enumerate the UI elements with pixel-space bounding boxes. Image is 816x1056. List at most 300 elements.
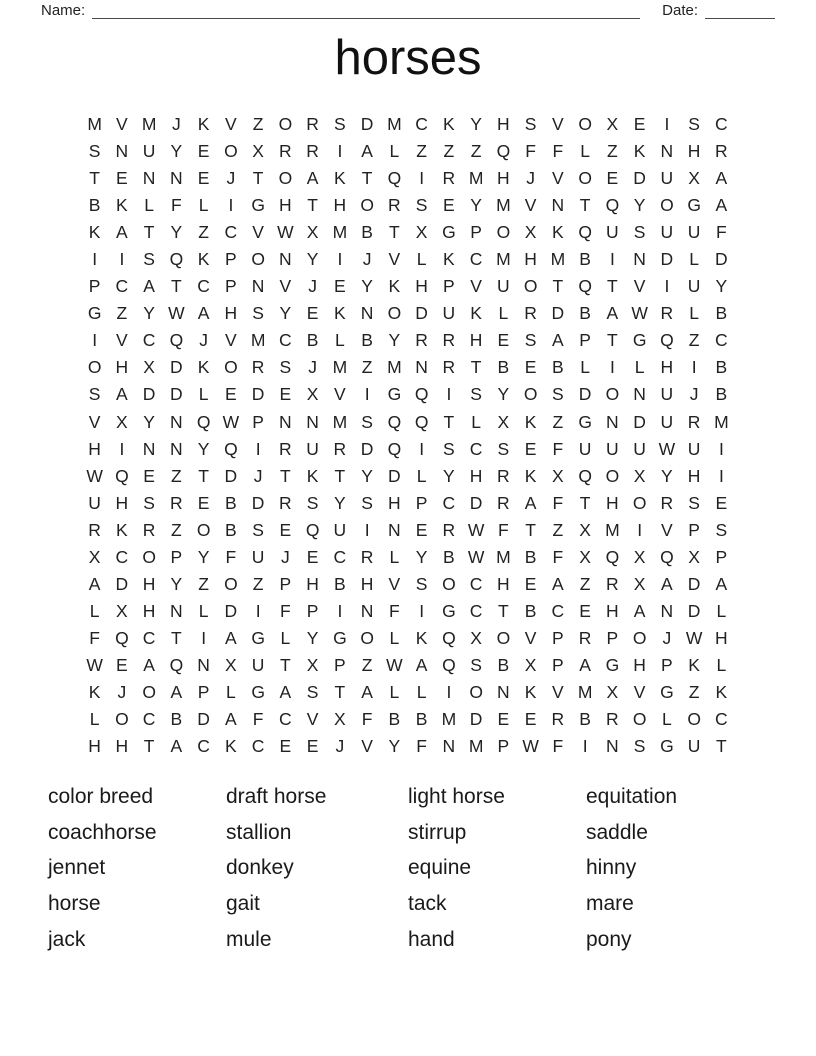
grid-letter: H (606, 492, 619, 513)
grid-letter: S (143, 492, 155, 513)
grid-letter: E (334, 276, 346, 297)
grid-letter: E (306, 303, 319, 324)
grid-letter: U (251, 654, 265, 675)
grid-letter: I (337, 141, 343, 162)
grid-letter: F (552, 141, 564, 162)
grid-letter: Q (578, 465, 592, 486)
grid-letter: V (552, 682, 564, 702)
grid-letter: F (361, 709, 373, 730)
grid-letter: M (605, 519, 620, 540)
grid-letter: X (579, 519, 591, 540)
grid-letter: J (199, 330, 208, 351)
grid-letter: J (281, 546, 290, 567)
grid-letter: P (579, 330, 591, 351)
grid-letter: R (88, 519, 101, 540)
grid-letter: I (119, 249, 125, 270)
grid-letter: H (142, 573, 156, 594)
grid-letter: G (251, 627, 265, 648)
grid-letter: S (470, 384, 482, 405)
grid-letter: D (388, 465, 401, 486)
grid-letter: A (552, 330, 564, 351)
grid-letter: T (607, 330, 618, 351)
grid-letter: C (333, 546, 347, 567)
grid-letter: N (279, 411, 292, 432)
grid-letter: D (578, 384, 592, 405)
grid-letter: F (389, 600, 400, 621)
grid-letter: H (224, 303, 238, 324)
grid-letter: T (89, 168, 100, 189)
word-list-item: mule (226, 927, 272, 951)
grid-letter: S (88, 141, 101, 162)
grid-letter: M (496, 195, 511, 216)
grid-letter: T (525, 519, 536, 540)
grid-letter: T (307, 195, 318, 216)
grid-letter: C (469, 573, 483, 594)
grid-letter: F (89, 627, 100, 648)
word-list-item: jennet (48, 856, 106, 880)
grid-letter: P (443, 276, 455, 297)
grid-letter: R (660, 492, 674, 513)
grid-letter: Q (196, 411, 211, 432)
grid-letter: T (252, 168, 264, 189)
grid-letter: C (442, 492, 456, 513)
grid-letter: A (306, 168, 319, 189)
grid-letter: S (470, 654, 482, 675)
grid-letter: M (577, 682, 593, 702)
grid-letter: U (442, 303, 456, 324)
grid-letter: C (279, 709, 292, 730)
grid-letter: F (498, 519, 509, 540)
grid-letter: G (442, 222, 456, 243)
grid-letter: X (143, 357, 155, 378)
grid-letter: I (446, 384, 452, 405)
grid-letter: O (87, 357, 102, 378)
grid-letter: L (498, 303, 509, 324)
grid-letter: T (334, 465, 346, 486)
grid-letter: P (715, 546, 728, 567)
grid-letter: S (688, 492, 700, 513)
grid-letter: U (660, 222, 674, 243)
grid-letter: Q (387, 168, 402, 189)
grid-letter: J (308, 276, 317, 297)
grid-letter: F (252, 709, 264, 730)
grid-letter: K (225, 736, 237, 757)
grid-letter: F (552, 492, 564, 513)
grid-letter: S (306, 682, 319, 702)
grid-letter: U (606, 222, 619, 243)
grid-letter: P (470, 222, 482, 243)
grid-letter: O (632, 627, 647, 648)
grid-letter: Y (388, 330, 401, 351)
grid-letter: A (715, 195, 728, 216)
grid-letter: O (632, 709, 647, 730)
grid-letter: B (361, 330, 373, 351)
grid-letter: D (251, 492, 265, 513)
grid-letter: V (252, 222, 264, 243)
grid-letter: G (578, 411, 592, 432)
grid-letter: Z (552, 519, 564, 540)
grid-letter: C (279, 330, 292, 351)
grid-letter: V (470, 276, 482, 297)
grid-letter: O (578, 114, 592, 135)
grid-letter: V (225, 330, 237, 351)
grid-letter: A (116, 384, 128, 405)
grid-letter: L (89, 709, 100, 730)
grid-letter: A (715, 168, 728, 189)
grid-letter: K (306, 465, 319, 486)
grid-letter: T (470, 357, 482, 378)
grid-letter: P (497, 736, 510, 757)
grid-letter: O (224, 573, 238, 594)
wordsearch-grid (81, 111, 735, 760)
grid-letter: S (361, 492, 373, 513)
grid-letter: F (552, 438, 564, 459)
grid-letter: P (552, 627, 564, 648)
grid-letter: K (388, 276, 401, 297)
grid-letter: W (86, 465, 103, 486)
grid-letter: A (524, 492, 537, 513)
grid-letter: W (222, 411, 240, 432)
grid-letter: U (687, 276, 701, 297)
grid-letter: J (253, 465, 263, 486)
grid-letter: V (279, 276, 292, 297)
grid-letter: S (334, 114, 346, 135)
word-list-item: pony (586, 927, 632, 951)
grid-letter: R (388, 195, 401, 216)
grid-letter: V (116, 114, 128, 135)
grid-letter: I (337, 600, 343, 621)
grid-letter: P (197, 682, 210, 702)
grid-letter: A (633, 600, 646, 621)
grid-letter: B (579, 303, 591, 324)
word-list-item: stallion (226, 820, 292, 844)
grid-letter: N (115, 141, 129, 162)
grid-letter: R (606, 573, 619, 594)
grid-letter: I (419, 168, 425, 189)
grid-letter: V (388, 573, 401, 594)
grid-letter: P (225, 249, 237, 270)
grid-letter: H (415, 276, 428, 297)
grid-letter: I (419, 600, 425, 621)
grid-letter: Y (388, 736, 401, 757)
grid-letter: S (443, 438, 455, 459)
grid-letter: Q (442, 627, 456, 648)
grid-letter: Z (171, 519, 182, 540)
grid-letter: L (389, 141, 400, 162)
grid-letter: K (88, 682, 101, 702)
word-list-item: stirrup (408, 820, 467, 844)
grid-letter: T (143, 736, 155, 757)
grid-letter: I (691, 357, 697, 378)
grid-letter: S (143, 249, 155, 270)
grid-letter: C (715, 330, 728, 351)
grid-letter: K (470, 303, 482, 324)
grid-letter: H (306, 573, 319, 594)
grid-letter: B (415, 709, 428, 730)
grid-letter: X (415, 222, 428, 243)
grid-letter: D (415, 303, 428, 324)
grid-letter: Z (688, 682, 700, 702)
grid-letter: O (224, 141, 238, 162)
grid-letter: L (689, 249, 699, 270)
grid-letter: U (497, 276, 510, 297)
grid-letter: M (468, 736, 484, 757)
grid-letter: A (197, 303, 210, 324)
grid-letter: D (551, 303, 565, 324)
grid-letter: F (552, 736, 564, 757)
grid-letter: S (524, 330, 537, 351)
grid-letter: J (362, 249, 372, 270)
grid-letter: K (88, 222, 101, 243)
grid-letter: Q (169, 249, 184, 270)
grid-letter: H (88, 438, 101, 459)
grid-letter: W (467, 546, 485, 567)
grid-letter: B (715, 384, 728, 405)
grid-letter: N (606, 411, 619, 432)
grid-letter: O (523, 276, 538, 297)
grid-letter: G (333, 627, 347, 648)
grid-letter: J (308, 357, 317, 378)
grid-letter: B (170, 709, 183, 730)
grid-letter: Q (115, 627, 129, 648)
grid-letter: N (142, 168, 156, 189)
grid-letter: X (306, 654, 319, 675)
grid-letter: R (170, 492, 183, 513)
grid-letter: Q (169, 330, 184, 351)
grid-letter: V (388, 249, 401, 270)
grid-letter: D (633, 411, 646, 432)
grid-letter: P (170, 546, 183, 567)
grid-letter: E (116, 168, 128, 189)
grid-letter: E (524, 357, 537, 378)
grid-letter: B (497, 654, 510, 675)
grid-letter: T (361, 168, 373, 189)
grid-letter: T (579, 195, 591, 216)
grid-letter: O (523, 384, 538, 405)
grid-letter: N (633, 384, 646, 405)
grid-letter: I (718, 465, 724, 486)
grid-letter: W (168, 303, 185, 324)
grid-letter: L (144, 195, 154, 216)
grid-letter: R (442, 330, 456, 351)
grid-letter: T (198, 465, 209, 486)
grid-letter: E (279, 384, 292, 405)
grid-letter: U (578, 438, 592, 459)
grid-letter: U (142, 141, 156, 162)
grid-letter: L (634, 357, 645, 378)
grid-letter: E (606, 168, 619, 189)
grid-letter: F (552, 546, 564, 567)
grid-letter: Y (633, 195, 646, 216)
grid-letter: Z (607, 141, 618, 162)
grid-letter: R (306, 114, 319, 135)
grid-letter: Y (334, 492, 346, 513)
grid-letter: B (715, 357, 728, 378)
grid-letter: I (718, 438, 724, 459)
grid-letter: J (662, 627, 672, 648)
grid-letter: O (632, 492, 647, 513)
grid-letter: X (606, 114, 619, 135)
date-label: Date: (662, 2, 698, 19)
grid-letter: T (171, 627, 182, 648)
grid-letter: M (141, 114, 157, 135)
grid-letter: N (360, 303, 374, 324)
grid-letter: D (251, 384, 265, 405)
grid-letter: Q (605, 546, 620, 567)
grid-letter: E (306, 546, 319, 567)
grid-letter: N (388, 519, 401, 540)
grid-letter: G (660, 682, 674, 702)
grid-letter: C (251, 736, 265, 757)
grid-letter: Q (442, 654, 456, 675)
grid-letter: O (442, 573, 456, 594)
grid-letter: C (115, 276, 129, 297)
grid-letter: C (715, 114, 728, 135)
grid-letter: L (226, 682, 236, 702)
grid-letter: R (578, 627, 592, 648)
grid-letter: H (687, 141, 701, 162)
grid-letter: Q (414, 384, 429, 405)
grid-letter: Y (361, 465, 373, 486)
grid-letter: S (279, 357, 292, 378)
grid-letter: T (607, 276, 618, 297)
grid-letter: C (197, 736, 210, 757)
grid-letter: L (198, 195, 209, 216)
grid-letter: N (279, 249, 292, 270)
grid-letter: R (715, 141, 728, 162)
grid-letter: D (660, 249, 674, 270)
grid-letter: A (225, 627, 237, 648)
grid-letter: D (170, 357, 183, 378)
grid-letter: T (443, 411, 455, 432)
grid-letter: S (524, 114, 537, 135)
grid-letter: X (225, 654, 237, 675)
grid-letter: Y (306, 627, 319, 648)
grid-letter: L (389, 627, 400, 648)
name-label: Name: (41, 2, 86, 19)
grid-letter: G (442, 600, 456, 621)
grid-letter: Y (170, 222, 183, 243)
grid-letter: R (497, 465, 510, 486)
grid-letter: O (142, 682, 156, 702)
grid-letter: R (497, 492, 510, 513)
grid-letter: G (605, 654, 620, 675)
grid-letter: H (497, 114, 510, 135)
grid-letter: I (119, 438, 125, 459)
grid-letter: C (469, 249, 483, 270)
grid-letter: X (633, 573, 646, 594)
grid-letter: E (524, 438, 537, 459)
grid-letter: N (606, 736, 619, 757)
grid-letter: Z (416, 141, 427, 162)
grid-letter: Q (305, 519, 320, 540)
grid-letter: H (469, 330, 483, 351)
grid-letter: D (170, 384, 183, 405)
grid-letter: V (116, 330, 128, 351)
grid-letter: S (361, 411, 373, 432)
grid-letter: B (552, 357, 564, 378)
grid-letter: K (552, 222, 564, 243)
grid-letter: U (660, 384, 674, 405)
grid-letter: A (606, 303, 619, 324)
grid-letter: K (524, 465, 537, 486)
grid-letter: X (470, 627, 482, 648)
grid-letter: F (525, 141, 536, 162)
grid-letter: Y (279, 303, 292, 324)
grid-letter: L (471, 411, 481, 432)
word-list-item: jack (48, 927, 86, 951)
grid-letter: I (637, 519, 643, 540)
grid-letter: V (524, 195, 537, 216)
grid-letter: Y (443, 465, 455, 486)
grid-letter: O (687, 709, 701, 730)
grid-letter: B (524, 600, 537, 621)
grid-letter: R (442, 357, 456, 378)
grid-letter: A (361, 141, 373, 162)
grid-letter: W (86, 654, 103, 675)
grid-letter: X (633, 546, 646, 567)
grid-letter: Y (415, 546, 428, 567)
grid-letter: J (117, 682, 127, 702)
grid-letter: M (250, 330, 266, 351)
grid-letter: E (524, 709, 537, 730)
grid-letter: H (715, 627, 728, 648)
grid-letter: E (443, 195, 455, 216)
grid-letter: N (170, 600, 183, 621)
grid-letter: B (715, 303, 728, 324)
grid-letter: Z (116, 303, 128, 324)
grid-letter: L (689, 303, 699, 324)
grid-letter: I (201, 627, 207, 648)
grid-letter: J (172, 114, 181, 135)
grid-letter: M (550, 249, 566, 270)
grid-letter: O (660, 195, 674, 216)
grid-letter: L (198, 384, 209, 405)
grid-letter: Q (578, 276, 592, 297)
grid-letter: H (606, 600, 619, 621)
grid-letter: A (579, 654, 591, 675)
grid-letter: Z (552, 411, 564, 432)
grid-letter: E (225, 384, 237, 405)
grid-letter: M (332, 411, 348, 432)
grid-letter: E (497, 330, 510, 351)
grid-letter: Y (170, 141, 183, 162)
grid-letter: P (661, 654, 673, 675)
grid-letter: Y (497, 384, 510, 405)
grid-letter: L (416, 682, 427, 702)
grid-letter: P (306, 600, 319, 621)
grid-letter: A (143, 276, 155, 297)
grid-letter: M (441, 709, 457, 730)
grid-letter: K (197, 249, 210, 270)
grid-letter: N (360, 600, 374, 621)
grid-letter: E (633, 114, 646, 135)
grid-letter: X (552, 465, 564, 486)
grid-letter: Z (198, 222, 209, 243)
grid-letter: Y (143, 303, 155, 324)
grid-letter: K (715, 682, 728, 702)
grid-letter: S (88, 384, 101, 405)
grid-letter: N (170, 168, 183, 189)
grid-letter: E (524, 573, 537, 594)
grid-letter: L (416, 249, 427, 270)
grid-letter: X (497, 411, 510, 432)
grid-letter: S (497, 438, 510, 459)
grid-letter: R (442, 519, 456, 540)
grid-letter: R (279, 492, 292, 513)
grid-letter: W (658, 438, 676, 459)
grid-letter: R (606, 709, 619, 730)
